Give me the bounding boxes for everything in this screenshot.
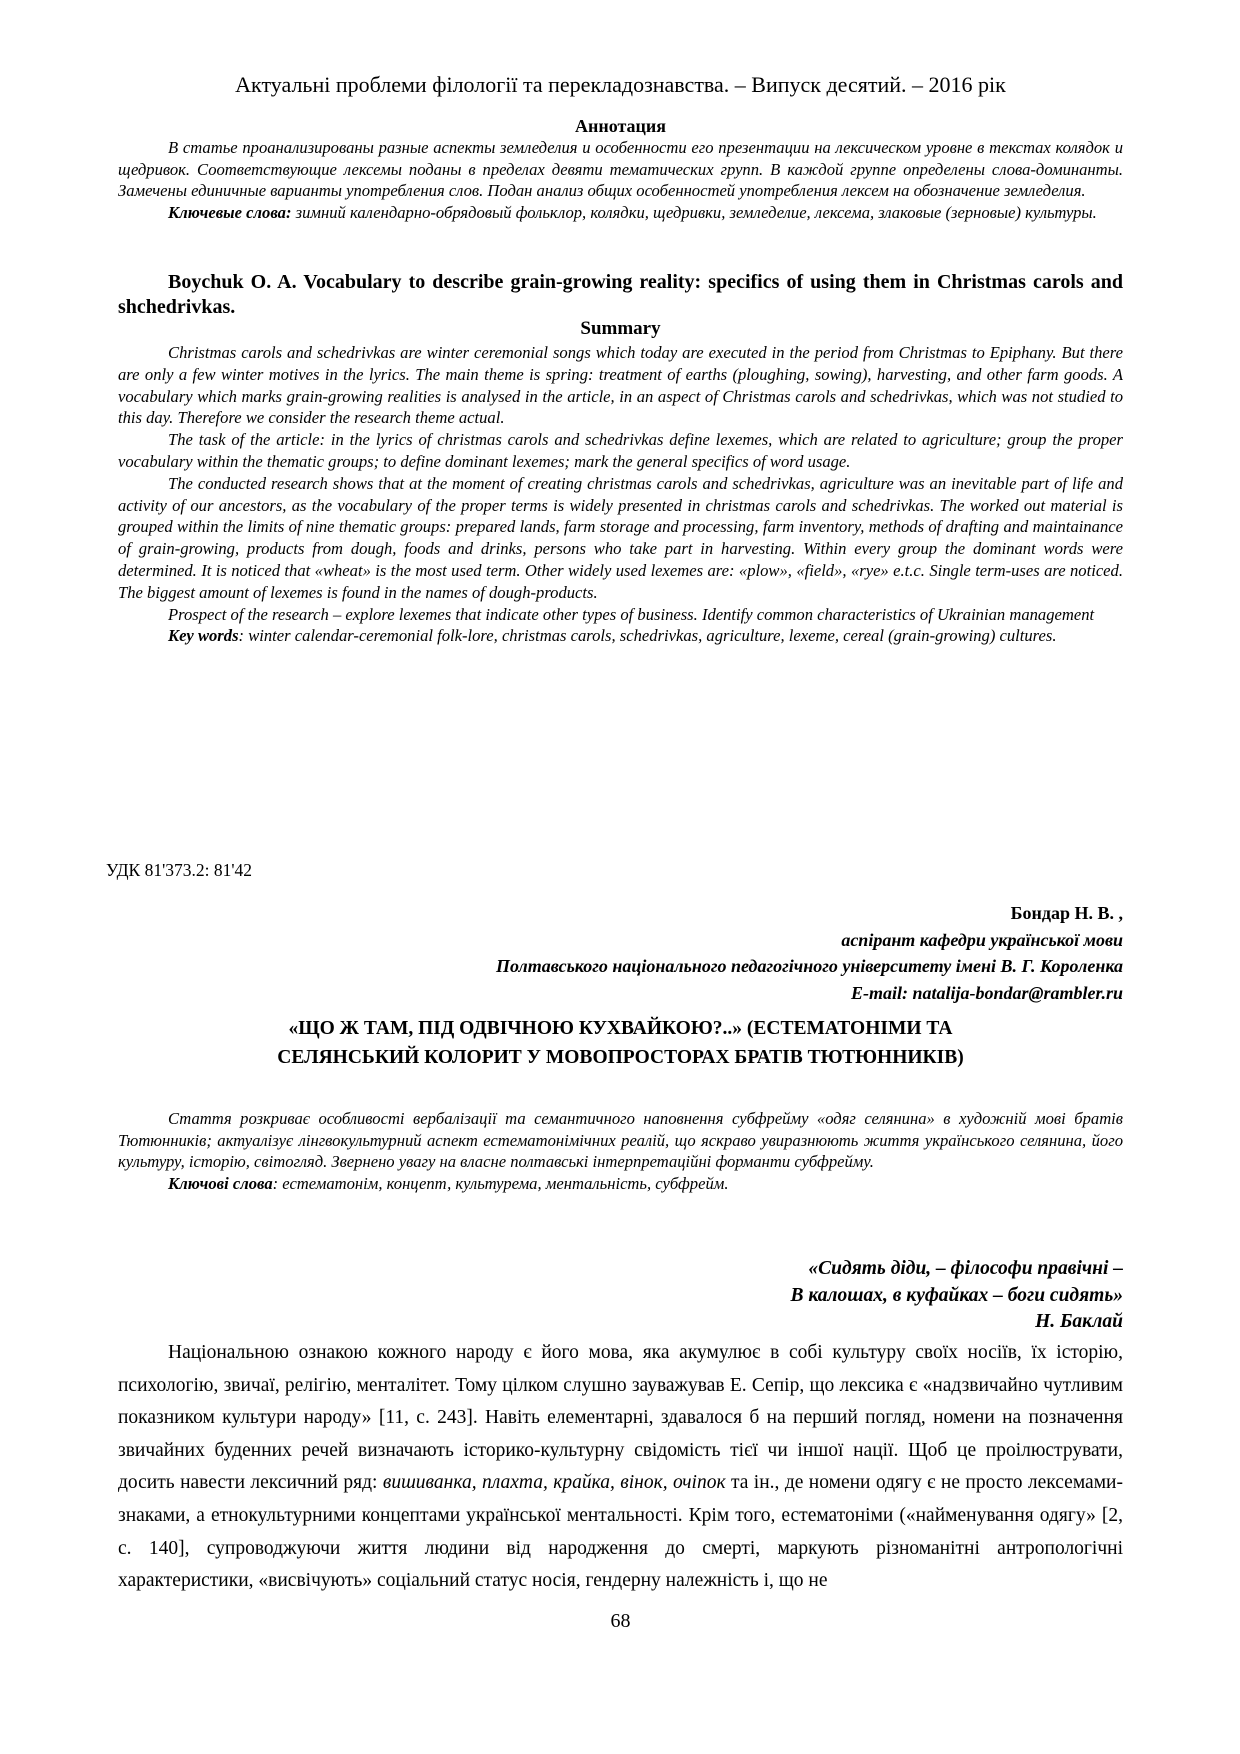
keywords-label: Key words	[168, 626, 239, 646]
article-title-line: СЕЛЯНСЬКИЙ КОЛОРИТ У МОВОПРОСТОРАХ БРАТІВ ТЮТЮННИКІВ)	[277, 1047, 964, 1068]
summary-heading: Summary	[580, 318, 661, 339]
body-text-run: Національною ознакою кожного народу є його мова, яка акумулює в собі культуру своїх носіїв, їх історію, психологію, звичаї, релігію, менталітет. Тому цілком слушно зауважував Е. Сепір, що лексика є «надзвичайно чутливим показником культури народу» [11, с. 243]. Навіть елементарні, здавалося б на перший погляд, номени на позначення звичайних буденних речей визначають історико-культурну свідомість тієї чи іншої нації. Щоб це проілюструвати, досить навести лексичний ряд:	[118, 1342, 1123, 1494]
abstract-ua	[118, 1108, 1123, 1194]
summary	[118, 318, 1123, 647]
keywords-text: : winter calendar-ceremonial folk-lore, christmas carols, schedrivkas, agriculture, lexeme, cereal (grain-growing) cultures.	[238, 626, 1057, 646]
annotation-heading: Аннотация	[574, 116, 667, 136]
abstract-keywords	[118, 1173, 1123, 1195]
summary-body	[118, 342, 1123, 647]
body-italic-examples: вишиванка, плахта, крайка, вінок, очіпок	[382, 1472, 726, 1494]
page-number: 68	[610, 1610, 631, 1632]
keywords-text: : естематонім, концепт, культурема, ментальність, субфрейм.	[272, 1173, 729, 1193]
english-title: Boychuk O. A. Vocabulary to describe grain-growing reality: specifics of using them in Christmas carols and shchedrivkas.	[118, 271, 1123, 318]
summary-paragraph: Prospect of the research – explore lexemes that indicate other types of business. Identify common characteristics of Ukrainian management	[168, 604, 1095, 624]
annotation-ru	[118, 116, 1123, 223]
udk-code: УДК 81'373.2: 81'42	[106, 860, 253, 880]
running-head: Актуальні проблеми філології та перекладознавства. – Випуск десятий. – 2016 рік	[235, 72, 1006, 97]
summary-paragraph: Christmas carols and schedrivkas are winter ceremonial songs which today are executed in the period from Christmas to Epiphany. But there are only a few winter motives in the lyrics. The main theme is spring: treatment of earths (ploughing, sowing), harvesting, and other farm goods. A vocabulary which marks grain-growing realities is analysed in the article, in an aspect of Christmas carols and schedrivkas, which was not studied to this day. Therefore we consider the research theme actual.	[118, 343, 1123, 428]
abstract-text: Стаття розкриває особливості вербалізації та семантичного наповнення субфрейму «одяг селянина» в художній мові братів Тютюнників; актуалізує лінгвокультурний аспект естематонімічних реалій, що яскраво увиразнюють життя українського селянина, його культуру, історію, світогляд. Звернено увагу на власне полтавські інтерпретаційні форманти субфрейму.	[118, 1109, 1123, 1171]
keywords-text: зимний календарно-обрядовый фольклор, колядки, щедривки, земледелие, лексема, злаковые (зерновые) культуры.	[291, 202, 1097, 222]
body-paragraph	[118, 1337, 1123, 1598]
author-name: Бондар Н. В. ,	[1010, 903, 1123, 923]
summary-paragraph: The task of the article: in the lyrics of christmas carols and schedrivkas define lexemes, which are related to agriculture; group the proper vocabulary within the thematic groups; to define dominant lexemes; mark the general specifics of word usage.	[118, 430, 1123, 471]
epigraph-line: «Сидять діди, – філософи правічні –	[808, 1258, 1123, 1279]
annotation-text: В статье проанализированы разные аспекты земледелия и особенности его презентации на лексическом уровне в текстах колядок и щедривок. Соответствующие лексемы поданы в пределах девяти тематических групп. В каждой группе определены слова-доминанты. Замечены единичные варианты употребления слов. Подан анализ общих особенностей употребления лексем на обозначение земледелия.	[118, 138, 1123, 201]
author-position: аспірант кафедри української мови	[841, 929, 1123, 950]
epigraph	[118, 1256, 1123, 1336]
author-block	[118, 900, 1123, 1006]
epigraph-line: В калошах, в куфайках – боги сидять»	[790, 1284, 1123, 1306]
summary-keywords	[118, 625, 1123, 647]
keywords-label: Ключові слова	[168, 1173, 273, 1193]
body-text-run: та ін., де номени одягу є не просто лексемами-знаками, а етнокультурними концептами української ментальності. Крім того, естематоніми («найменування одягу» [2, с. 140], супроводжуючи життя людини від народження до смерті, маркують різноманітні антропологічні характеристики, «висвічують» соціальний статус носія, гендерну належність і, що не	[118, 1472, 1123, 1592]
body-text	[118, 1337, 1123, 1598]
summary-paragraph: The conducted research shows that at the moment of creating christmas carols and schedrivkas, agriculture was an inevitable part of life and activity of our ancestors, as the vocabulary of the proper terms is widely presented in christmas carols and schedrivkas. The worked out material is grouped within the limits of nine thematic groups: prepared lands, farm storage and processing, farm inventory, methods of drafting and maintainance of grain-growing, products from dough, foods and drinks, persons who take part in harvesting. Within every group the dominant words were determined. It is noticed that «wheat» is the most used term. Other widely used lexemes are: «plow», «field», «rye» e.t.c. Single term-uses are noticed. The biggest amount of lexemes is found in the names of dough-products.	[118, 473, 1123, 602]
annotation-body	[118, 137, 1123, 223]
epigraph-attribution: Н. Баклай	[1035, 1311, 1123, 1332]
article-title	[118, 1014, 1123, 1072]
author-affiliation: Полтавського національного педагогічного університету імені В. Г. Короленка	[495, 956, 1123, 976]
author-email: E-mail: natalija-bondar@rambler.ru	[850, 982, 1123, 1003]
keywords-label: Ключевые слова:	[168, 202, 292, 222]
article-title-line: «ЩО Ж ТАМ, ПІД ОДВІЧНОЮ КУХВАЙКОЮ?..» (ЕСТЕМАТОНІМИ ТА	[288, 1018, 953, 1039]
annotation-keywords	[118, 202, 1123, 224]
